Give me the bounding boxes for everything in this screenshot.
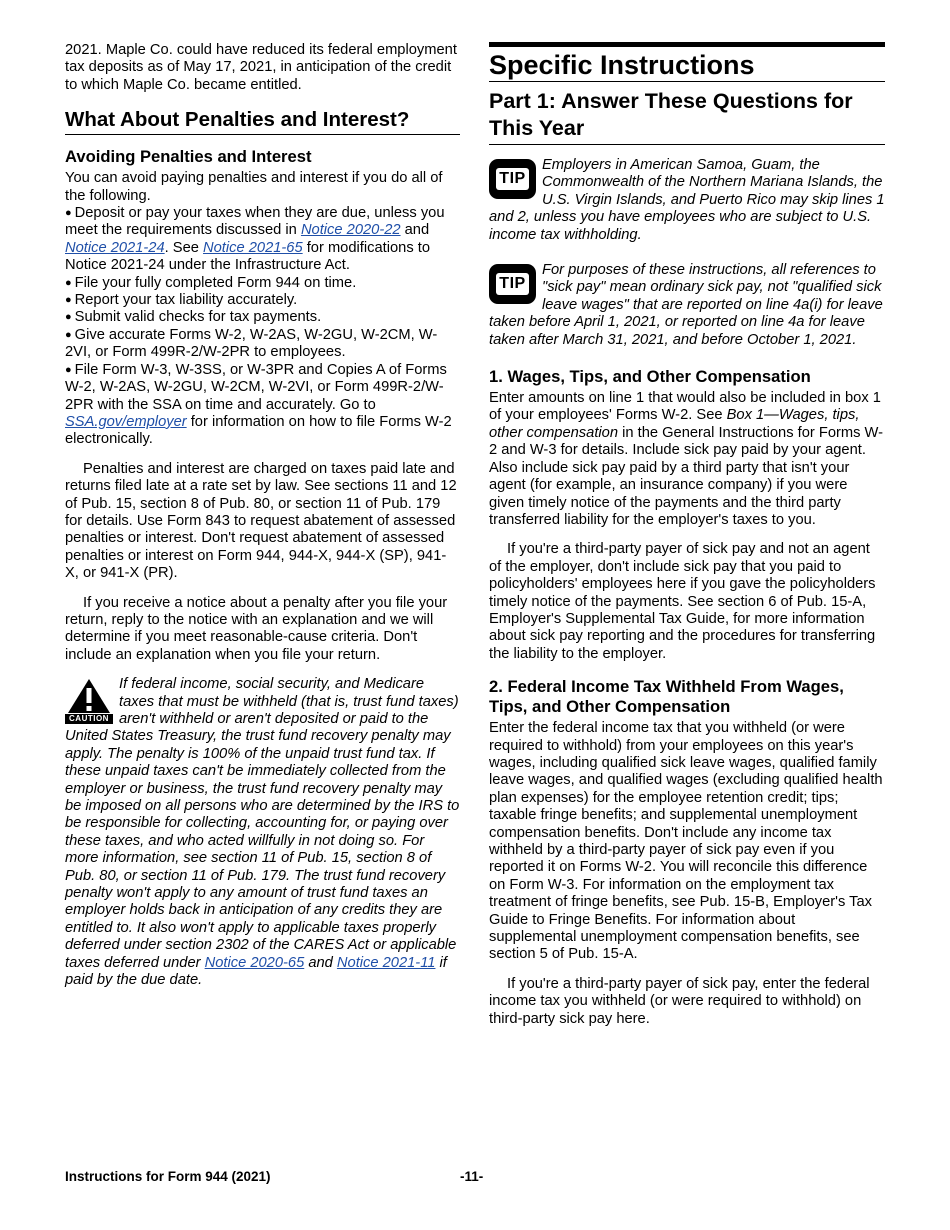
tip-icon: TIP [489,159,536,199]
caution-note: CAUTION If federal income, social security, and Medicare taxes that must be withheld (that is, trust fund taxes) aren't withheld or aren't deposited or paid to the United States Treasury, the trust fund recovery penalty may apply. The penalty is 100% of the unpaid trust fund tax. If these unpaid taxes can't be immediately collected from the employer or business, the trust fund recovery penalty may be imposed on all persons who are determined by the IRS to be responsible for collecting, accounting for, or paying over these taxes, and who acted willfully in not doing so. For more information, see section 11 of Pub. 15, section 8 of Pub. 80, or section 11 of Pub. 179. The trust fund recovery penalty won't apply to any amount of trust fund taxes an employer holds back in anticipation of any credits they are entitled to. It also won't apply to applicable taxes properly deferred under section 2302 of the CARES Act or applicable taxes deferred under Notice 2020-65 and Notice 2021-11 if paid by the due date. [65,676,460,989]
link-notice-2021-11[interactable]: Notice 2021-11 [336,954,436,971]
line2-paragraph: Enter the federal income tax that you withheld (or were required to withhold) from your employees on this year's wages, including qualified sick leave wages, qualified family leave wages, and qualified wages (excluding qualified health plan expenses) for the employee retention credit; tips; taxable fringe benefits; and supplemental unemployment compensation benefits. Don't include any income tax withheld by a third-party payer of sick pay even if you reported it on Forms W-2. You will reconcile this difference on Form W-3. For information on the employment tax treatment of fringe benefits, see Pub. 15-B, Employer's Tax Guide to Fringe Benefits. For information about supplemental unemployment compensation benefits, see section 5 of Pub. 15-A. [489,720,883,963]
left-column [65,42,460,990]
tip-icon: TIP [489,264,536,304]
caution-icon [65,678,113,724]
bullet-icon: ● [65,294,72,307]
footer-page-number: -11- [460,1169,484,1184]
bullet-icon: ● [65,276,72,289]
list-item: ● File your fully completed Form 944 on time. [65,274,357,291]
heading-line2: 2. Federal Income Tax Withheld From Wages, Tips, and Other Compensation [489,677,844,717]
intro-paragraph: 2021. Maple Co. could have reduced its federal employment tax deposits as of May 17, 2021, in anticipation of the credit to which Maple Co. became entitled. [65,42,457,93]
line1-sickpay-paragraph: If you're a third-party payer of sick pay and not an agent of the employer, don't include sick pay that you paid to policyholders' employees here if you gave the policyholders timely notice of the payments. See section 6 of Pub. 15-A, Employer's Supplemental Tax Guide, for more information about sick pay reporting and the procedures for transferring the liability to the employer. [489,541,876,662]
heading-penalties: What About Penalties and Interest? [65,108,460,135]
link-ssa-employer[interactable]: SSA.gov/employer [65,413,187,430]
link-notice-2020-65[interactable]: Notice 2020-65 [204,954,305,971]
notice-paragraph: If you receive a notice about a penalty after you file your return, reply to the notice with an explanation and we will determine if you meet reasonable-cause criteria. Don't include an explanation when you file your return. [65,594,448,663]
tip-note-1: TIP Employers in American Samoa, Guam, the Commonwealth of the Northern Mariana Islands, the U.S. Virgin Islands, and Puerto Rico may skip lines 1 and 2, unless you have employees who are subject to U.S. income tax withholding. [489,157,885,243]
right-column [489,42,885,1028]
heading-specific-instructions: Specific Instructions [489,42,885,82]
penalties-paragraph: Penalties and interest are charged on taxes paid late and returns filed late at a rate set by law. See sections 11 and 12 of Pub. 15, section 8 of Pub. 80, or section 11 of Pub. 179 for details. Use Form 843 to request abatement of assessed penalties or interest. Don't request abatement of assessed penalties or interest on Form 944, 944-X, 944-X (SP), 941-X, or 941-X (PR). [65,460,457,582]
bullet-icon: ● [65,363,72,376]
heading-line1: 1. Wages, Tips, and Other Compensation [489,367,811,387]
link-notice-2021-24[interactable]: Notice 2021-24 [65,239,165,256]
avoid-intro: You can avoid paying penalties and interest if you do all of the following. [65,170,443,204]
link-notice-2021-65[interactable]: Notice 2021-65 [203,239,303,256]
caution-label: CAUTION [65,714,113,724]
bullet-icon: ● [65,207,72,220]
list-item: ● Report your tax liability accurately. [65,292,298,309]
bullet-icon: ● [65,311,72,324]
heading-avoiding: Avoiding Penalties and Interest [65,147,312,167]
link-notice-2020-22[interactable]: Notice 2020-22 [300,222,401,239]
line1-paragraph: Enter amounts on line 1 that would also be included in box 1 of your employees' Forms W-2. See Box 1—Wages, tips, other compensation in the General Instructions for Forms W-2 and W-3 for details. Include sick pay paid by your agent. Also include sick pay paid by a third party that isn't your agent (for example, an insurance company) if you were given timely notice of the payments and the third party transferred liability for the employer's taxes to you. [489,390,884,528]
heading-part1: Part 1: Answer These Questions for This Year [489,88,885,145]
footer-form-title: Instructions for Form 944 (2021) [65,1169,271,1184]
list-item: ● Deposit or pay your taxes when they are due, unless you meet the requirements discussed in Notice 2020-22 and Notice 2021-24. See Notice 2021-65 for modifications to Notice 2021-24 under the Infrastructure Act. [65,205,445,274]
list-item: ● File Form W-3, W-3SS, or W-3PR and Copies A of Forms W-2, W-2AS, W-2GU, W-2CM, W-2VI, or Form 499R-2/W-2PR with the SSA on time and accurately. Go to SSA.gov/employer for information on how to file Forms W-2 electronically. [65,361,452,448]
line2-sickpay-paragraph: If you're a third-party payer of sick pay, enter the federal income tax you withheld (or were required to withhold) on third-party sick pay here. [489,975,870,1027]
bullet-icon: ● [65,328,72,341]
list-item: ● Submit valid checks for tax payments. [65,309,322,326]
requirements-list [65,205,460,449]
list-item: ● Give accurate Forms W-2, W-2AS, W-2GU, W-2CM, W-2VI, or Form 499R-2/W-2PR to employees. [65,326,438,361]
tip-note-2: TIP For purposes of these instructions, all references to "sick pay" mean ordinary sick pay, not "qualified sick leave wages" that are reported on line 4a(i) for leave taken before April 1, 2021, or reported on line 4a for leave taken after March 31, 2021, and before October 1, 2021. [489,262,883,348]
